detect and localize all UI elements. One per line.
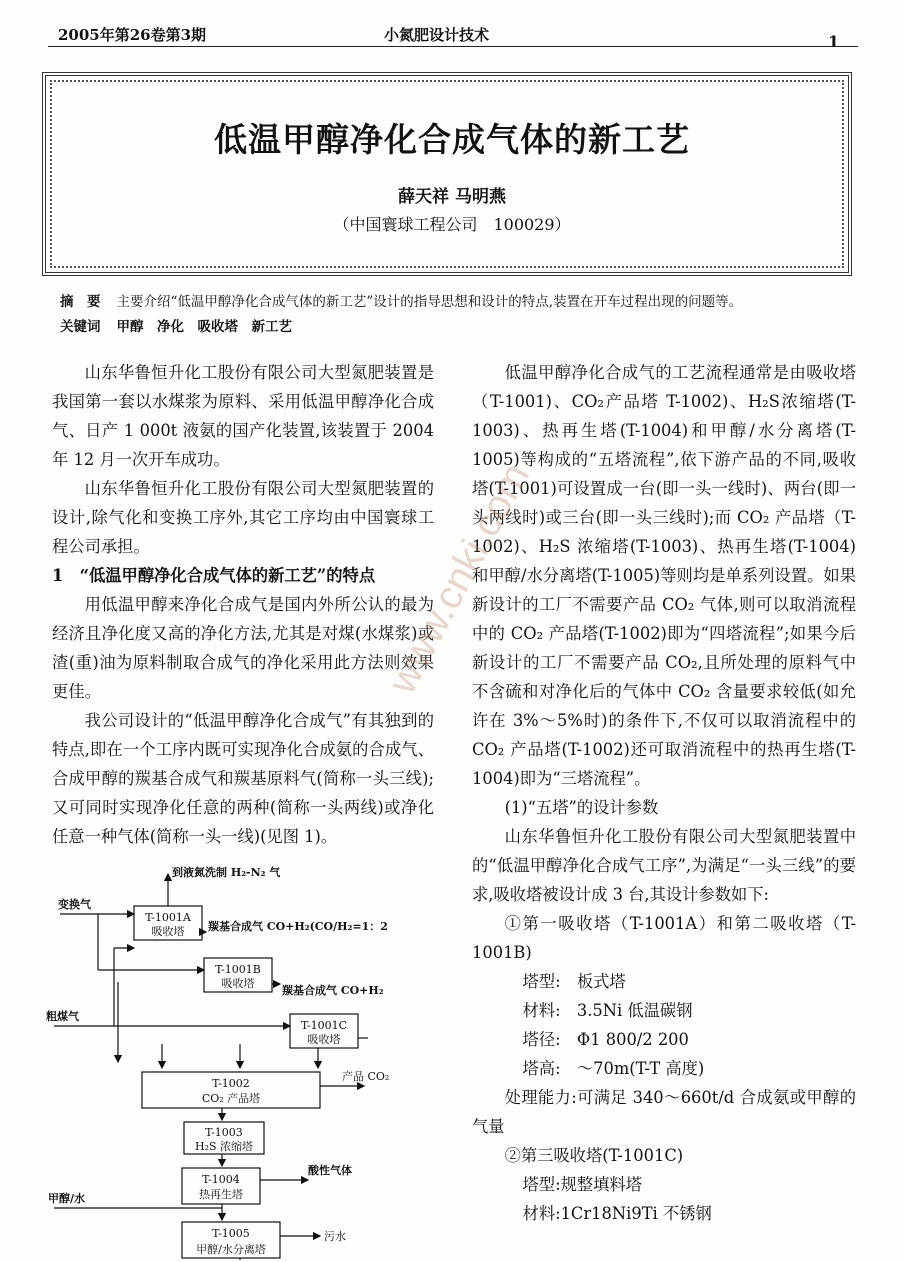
- header-rule: [48, 46, 858, 47]
- raw-gas-label: 粗煤气: [46, 1010, 79, 1023]
- keywords-label: 关键词: [60, 319, 101, 335]
- param-line: 塔径: Φ1 800/2 200: [522, 1030, 689, 1049]
- carbonyl-gas-1-label: 羰基合成气 CO+H₂(CO/H₂=1：2: [208, 920, 388, 933]
- param-line: ②第三吸收塔(T-1001C): [504, 1146, 684, 1165]
- t1004-id: T-1004: [202, 1173, 240, 1186]
- issue-info: 2005年第26卷第3期: [58, 26, 207, 44]
- paragraph: 低温甲醇净化合成气的工艺流程通常是由吸收塔（T-1001)、CO₂产品塔 T-1002)、H₂S浓缩塔(T-1003)、热再生塔(T-1004)和甲醇/水分离塔(T-1005)等构成的“五塔流程”,依下游产品的不同,吸收塔(T-1001)可设置成一台(即一头一线时)、两台(即一头两线时)或三台(即一头三线时);而 CO₂ 产品塔（T-1002)、H₂S 浓缩塔(T-1003)、热再生塔(T-1004)和甲醇/水分离塔(T-1005)等则均是单系列设置。如果新设计的工厂不需要产品 CO₂ 气体,则可以取消流程中的 CO₂ 产品塔(T-1002)即为“四塔流程”;如果今后新设计的工厂不需要产品 CO₂,且所处理的原料气中不含硫和对净化后的气体中 CO₂ 含量要求较低(如允许在 3%～5%时)的条件下,不仅可以取消流程中的 CO₂ 产品塔(T-1002)还可取消流程中的热再生塔(T-1004)即为“三塔流程”。: [472, 363, 856, 788]
- abstract-label: 摘 要: [60, 294, 101, 310]
- product-co2-label: 产品 CO₂: [342, 1070, 390, 1083]
- t1001a-name: 吸收塔: [151, 925, 185, 938]
- authors: 薛天祥 马明燕: [398, 187, 506, 207]
- t1003-name: H₂S 浓缩塔: [194, 1140, 254, 1153]
- t1005-id: T-1005: [212, 1227, 250, 1240]
- paragraph: 用低温甲醇来净化合成气是国内外所公认的最为经济且净化度又高的净化方法,尤其是对煤(水煤浆)或渣(重)油为原料制取合成气的净化采用此方法则效果更佳。: [52, 595, 434, 701]
- keywords-text: 甲醇 净化 吸收塔 新工艺: [116, 319, 292, 335]
- process-flow-diagram: [44, 862, 444, 1260]
- t1002-name: CO₂ 产品塔: [201, 1092, 261, 1105]
- affiliation: （中国寰球工程公司 100029）: [333, 215, 571, 234]
- paragraph: 处理能力:可满足 340～660t/d 合成氨或甲醇的气量: [472, 1088, 856, 1136]
- title-frame: [42, 72, 852, 276]
- t1002-id: T-1002: [212, 1077, 250, 1090]
- journal-name: 小氮肥设计技术: [384, 26, 490, 44]
- methanol-water-label: 甲醇/水: [48, 1192, 86, 1205]
- running-header: [0, 8, 904, 51]
- t1005-name: 甲醇/水分离塔: [196, 1243, 266, 1256]
- paragraph: 山东华鲁恒升化工股份有限公司大型氮肥装置的设计,除气化和变换工序外,其它工序均由中国寰球工程公司承担。: [52, 479, 434, 556]
- article-title: 低温甲醇净化合成气体的新工艺: [214, 120, 690, 159]
- paragraph: 山东华鲁恒升化工股份有限公司大型氮肥装置中的“低温甲醇净化合成气工序”,为满足“一头三线”的要求,吸收塔被设计成 3 台,其设计参数如下:: [472, 827, 856, 904]
- param-line: 材料:1Cr18Ni9Ti 不锈钢: [522, 1204, 712, 1223]
- param-line: 塔高: ～70m(T-T 高度): [522, 1059, 705, 1078]
- top-outlet-label: 到液氮洗制 H₂-N₂ 气: [172, 866, 281, 879]
- waste-water-label: 污水: [324, 1230, 346, 1243]
- paragraph: (1)“五塔”的设计参数: [504, 798, 659, 817]
- left-column: [52, 358, 434, 851]
- param-line: 塔型:规整填料塔: [522, 1175, 642, 1194]
- acid-gas-label: 酸性气体: [308, 1164, 352, 1177]
- param-line: 塔型: 板式塔: [522, 972, 626, 991]
- t1001c-name: 吸收塔: [307, 1033, 341, 1046]
- abstract: [60, 290, 850, 315]
- shift-gas-label: 变换气: [58, 898, 91, 911]
- t1001a-id: T-1001A: [145, 911, 191, 924]
- t1003-id: T-1003: [205, 1126, 243, 1139]
- param-line: 材料: 3.5Ni 低温碳钢: [522, 1001, 693, 1020]
- watermark: www.cnki.com: [380, 456, 538, 701]
- paragraph: 我公司设计的“低温甲醇净化合成气”有其独到的特点,即在一个工序内既可实现净化合成氨的合成气、合成甲醇的羰基合成气和羰基原料气(简称一头三线);又可同时实现净化任意的两种(简称一头两线)或净化任意一种气体(简称一头一线)(见图 1)。: [52, 711, 434, 846]
- paragraph: ①第一吸收塔（T-1001A）和第二吸收塔（T-1001B): [472, 914, 856, 962]
- t1001c-id: T-1001C: [300, 1019, 348, 1032]
- keywords: [60, 315, 850, 340]
- t1001b-name: 吸收塔: [221, 977, 255, 990]
- abstract-text: 主要介绍“低温甲醇净化合成气体的新工艺”设计的指导思想和设计的特点,装置在开车过程出现的问题等。: [116, 294, 743, 310]
- t1004-name: 热再生塔: [199, 1188, 243, 1201]
- section-heading: 1 “低温甲醇净化合成气体的新工艺”的特点: [52, 566, 376, 585]
- abstract-block: [60, 290, 850, 340]
- paragraph: 山东华鲁恒升化工股份有限公司大型氮肥装置是我国第一套以水煤浆为原料、采用低温甲醇净化合成气、日产 1 000t 液氨的国产化装置,该装置于 2004 年 12 月一次开车成功。: [52, 363, 434, 469]
- page-number: 1: [828, 32, 840, 51]
- carbonyl-gas-2-label: 羰基合成气 CO+H₂: [282, 984, 384, 997]
- t1001b-id: T-1001B: [215, 963, 261, 976]
